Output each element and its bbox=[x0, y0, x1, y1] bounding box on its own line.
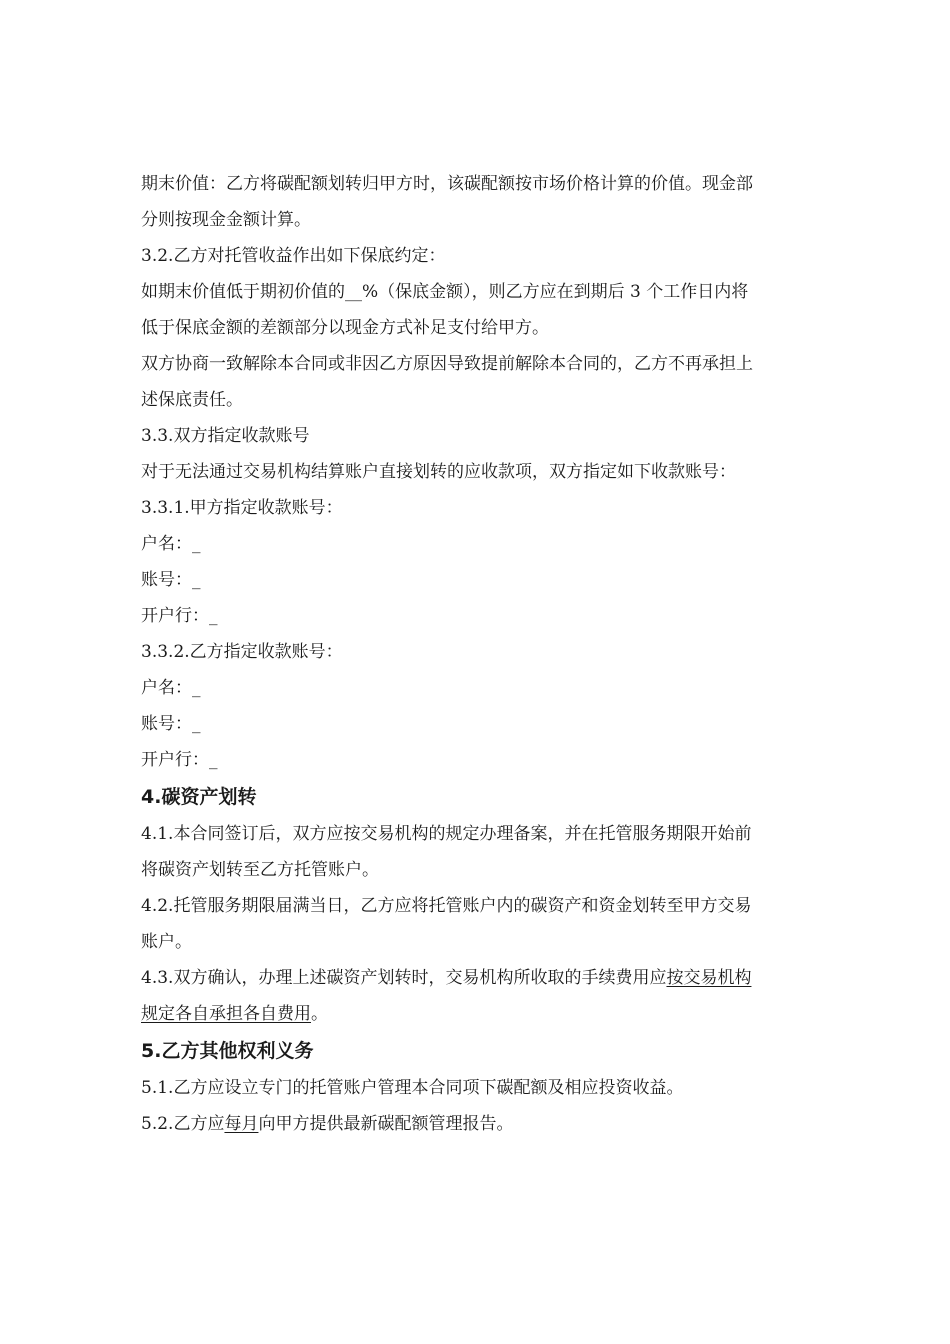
section-heading-4: 4.碳资产划转 bbox=[141, 786, 257, 808]
clause-3-2: 3.2.乙方对托管收益作出如下保底约定： bbox=[141, 246, 446, 266]
text-span: 。 bbox=[311, 1004, 328, 1024]
account-number-field: 账号：_ bbox=[141, 570, 201, 590]
document-page bbox=[141, 166, 816, 1142]
paragraph-line bbox=[141, 996, 816, 1032]
underlined-text: 规定各自承担各自费用 bbox=[141, 1004, 311, 1024]
clause-3-3-2: 3.3.2.乙方指定收款账号： bbox=[141, 642, 343, 662]
underlined-text: 每月 bbox=[224, 1114, 259, 1134]
section-heading-5: 5.乙方其他权利义务 bbox=[141, 1040, 314, 1062]
clause-4-3 bbox=[141, 960, 816, 996]
clause-5-2 bbox=[141, 1106, 816, 1142]
account-name-field: 户名：_ bbox=[141, 678, 201, 698]
paragraph-line: 述保底责任。 bbox=[141, 390, 243, 410]
paragraph-line: 对于无法通过交易机构结算账户直接划转的应收款项，双方指定如下收款账号： bbox=[141, 462, 736, 482]
account-name-field: 户名：_ bbox=[141, 534, 201, 554]
text-span: 向甲方提供最新碳配额管理报告。 bbox=[258, 1114, 514, 1134]
clause-3-3-1: 3.3.1.甲方指定收款账号： bbox=[141, 498, 343, 518]
account-bank-field: 开户行：_ bbox=[141, 750, 218, 770]
paragraph-line: 双方协商一致解除本合同或非因乙方原因导致提前解除本合同的，乙方不再承担上 bbox=[141, 354, 753, 374]
account-number-field: 账号：_ bbox=[141, 714, 201, 734]
paragraph-line: 账户。 bbox=[141, 932, 192, 952]
clause-4-1: 4.1.本合同签订后，双方应按交易机构的规定办理备案，并在托管服务期限开始前 bbox=[141, 824, 752, 844]
paragraph-line: 如期末价值低于期初价值的__%（保底金额），则乙方应在到期后 3 个工作日内将 bbox=[141, 282, 749, 302]
underlined-text: 按交易机构 bbox=[666, 968, 752, 988]
clause-5-1: 5.1.乙方应设立专门的托管账户管理本合同项下碳配额及相应投资收益。 bbox=[141, 1078, 684, 1098]
text-span: 5.2.乙方应 bbox=[141, 1114, 225, 1134]
account-bank-field: 开户行：_ bbox=[141, 606, 218, 626]
clause-4-2: 4.2.托管服务期限届满当日，乙方应将托管账户内的碳资产和资金划转至甲方交易 bbox=[141, 896, 752, 916]
clause-3-3: 3.3.双方指定收款账号 bbox=[141, 426, 310, 446]
paragraph-line: 分则按现金金额计算。 bbox=[141, 210, 311, 230]
paragraph-line: 期末价值：乙方将碳配额划转归甲方时，该碳配额按市场价格计算的价值。现金部 bbox=[141, 174, 753, 194]
text-span: 4.3.双方确认，办理上述碳资产划转时，交易机构所收取的手续费用应 bbox=[141, 968, 667, 988]
paragraph-line: 低于保底金额的差额部分以现金方式补足支付给甲方。 bbox=[141, 318, 549, 338]
paragraph-line: 将碳资产划转至乙方托管账户。 bbox=[141, 860, 379, 880]
